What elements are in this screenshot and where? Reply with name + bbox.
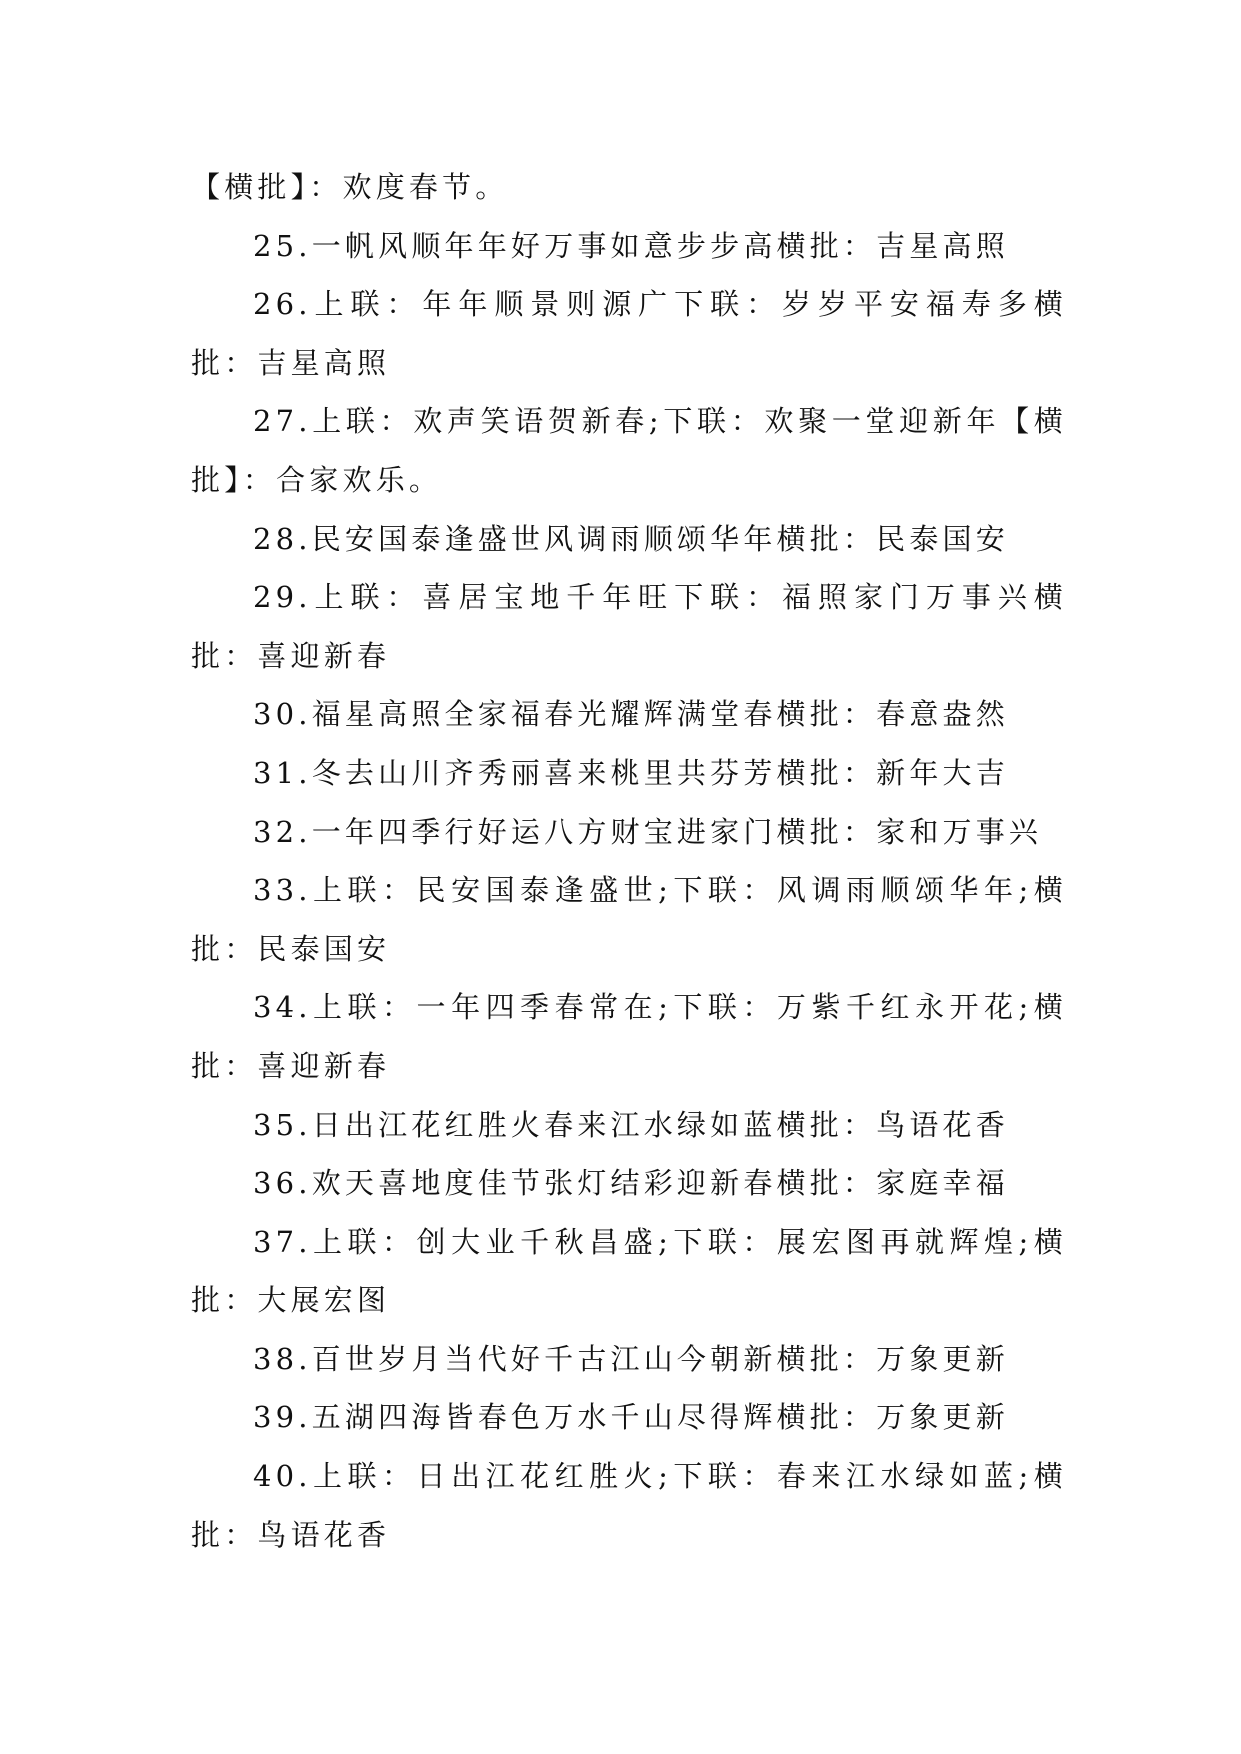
paragraph-couplet-28: 28.民安国泰逢盛世风调雨顺颂华年横批：民泰国安 (253, 521, 1009, 556)
paragraph-couplet-38: 38.百世岁月当代好千古江山今朝新横批：万象更新 (253, 1341, 1009, 1376)
paragraph-couplet-33: 33.上联：民安国泰逢盛世;下联：风调雨顺颂华年;横批：民泰国安 (191, 873, 1067, 966)
paragraph-couplet-27: 27.上联：欢声笑语贺新春;下联：欢聚一堂迎新年【横批】：合家欢乐。 (191, 404, 1067, 497)
paragraph-couplet-31: 31.冬去山川齐秀丽喜来桃里共芬芳横批：新年大吉 (253, 755, 1009, 790)
paragraph-couplet-26: 26.上联：年年顺景则源广下联：岁岁平安福寿多横批：吉星高照 (191, 287, 1067, 380)
paragraph-couplet-30: 30.福星高照全家福春光耀辉满堂春横批：春意盎然 (253, 697, 1009, 732)
paragraph-couplet-35: 35.日出江花红胜火春来江水绿如蓝横批：鸟语花香 (253, 1107, 1009, 1142)
paragraph-couplet-34: 34.上联：一年四季春常在;下联：万紫千红永开花;横批：喜迎新春 (191, 990, 1067, 1083)
paragraph-continuation: 【横批】：欢度春节。 (191, 170, 509, 204)
paragraph-couplet-40: 40.上联：日出江花红胜火;下联：春来江水绿如蓝;横批：鸟语花香 (191, 1459, 1067, 1552)
paragraph-couplet-37: 37.上联：创大业千秋昌盛;下联：展宏图再就辉煌;横批：大展宏图 (191, 1224, 1067, 1318)
paragraph-couplet-36: 36.欢天喜地度佳节张灯结彩迎新春横批：家庭幸福 (253, 1166, 1009, 1201)
paragraph-couplet-25: 25.一帆风顺年年好万事如意步步高横批：吉星高照 (253, 228, 1009, 263)
document-body (191, 158, 1067, 1564)
paragraph-couplet-32: 32.一年四季行好运八方财宝进家门横批：家和万事兴 (253, 814, 1043, 849)
paragraph-couplet-29: 29.上联：喜居宝地千年旺下联：福照家门万事兴横批：喜迎新春 (191, 580, 1067, 673)
paragraph-couplet-39: 39.五湖四海皆春色万水千山尽得辉横批：万象更新 (253, 1400, 1009, 1435)
